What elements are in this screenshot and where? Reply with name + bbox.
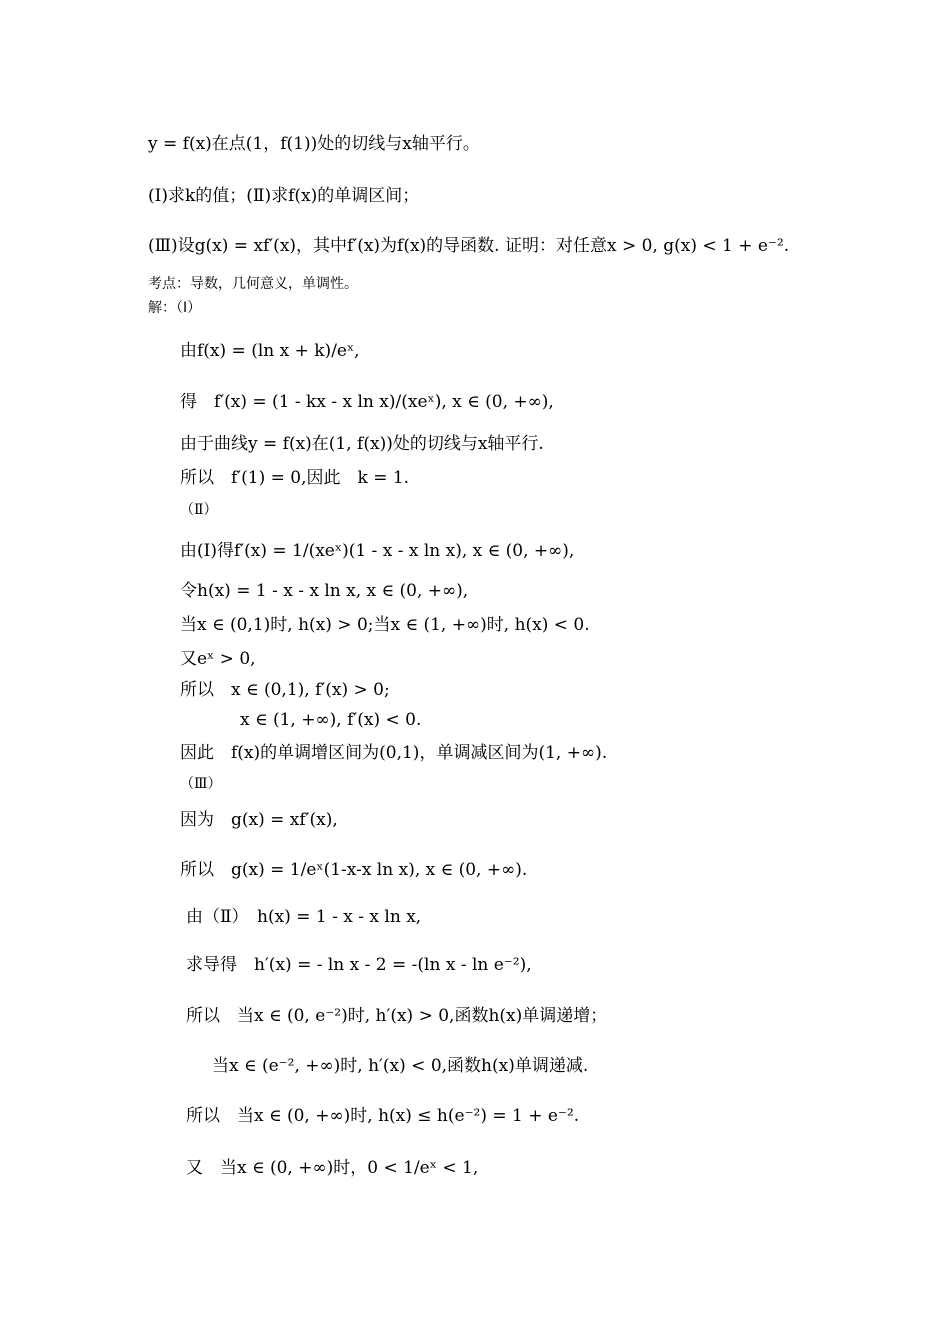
solution-line: 所以 当x ∈ (0, e⁻²)时, h′(x) > 0,函数h(x)单调递增； [186,1006,608,1026]
question-parts-line: (Ⅰ)求k的值；(Ⅱ)求f(x)的单调区间； [148,186,420,206]
solution-line: 由于曲线y = f(x)在(1, f(x))处的切线与x轴平行. [180,434,544,454]
solution-line: 所以 当x ∈ (0, +∞)时, h(x) ≤ h(e⁻²) = 1 + e⁻². [186,1106,580,1126]
solution-line: 因为 g(x) = xf′(x), [180,810,338,830]
solution-line: x ∈ (1, +∞), f′(x) < 0. [240,710,422,730]
solution-line: 当x ∈ (e⁻², +∞)时, h′(x) < 0,函数h(x)单调递减. [212,1056,589,1076]
solution-line: 所以 g(x) = 1/eˣ(1-x-x ln x), x ∈ (0, +∞). [180,860,528,880]
solution-line: 令h(x) = 1 - x - x ln x, x ∈ (0, +∞), [180,581,469,601]
solution-line: 当x ∈ (0,1)时, h(x) > 0;当x ∈ (1, +∞)时, h(x) < 0. [180,615,590,635]
solution-line: 又 当x ∈ (0, +∞)时，0 < 1/eˣ < 1, [186,1158,479,1178]
topic-line: 考点：导数，几何意义，单调性。 [148,276,358,292]
solution-line: 所以 x ∈ (0,1), f′(x) > 0; [180,680,390,700]
solution-heading: 解：（Ⅰ） [148,300,202,316]
section-heading: （Ⅲ） [180,776,222,792]
solution-line: 由(Ⅰ)得f′(x) = 1/(xeˣ)(1 - x - x ln x), x ∈ (0, +∞), [180,541,575,561]
solution-line: 得 f′(x) = (1 - kx - x ln x)/(xeˣ), x ∈ (0, +∞), [180,392,554,412]
solution-line: 由（Ⅱ） h(x) = 1 - x - x ln x, [186,907,422,927]
solution-line: 所以 f′(1) = 0,因此 k = 1. [180,468,410,488]
question-part-three-line: (Ⅲ)设g(x) = xf′(x)，其中f′(x)为f(x)的导函数. 证明：对任意x > 0, g(x) < 1 + e⁻². [148,236,790,256]
problem-statement-line: y = f(x)在点(1，f(1))处的切线与x轴平行。 [148,134,480,154]
section-heading: （Ⅱ） [180,502,218,518]
solution-line: 因此 f(x)的单调增区间为(0,1)，单调减区间为(1, +∞). [180,743,608,763]
solution-line: 由f(x) = (ln x + k)/eˣ, [180,341,360,361]
solution-line: 求导得 h′(x) = - ln x - 2 = -(ln x - ln e⁻²), [186,955,532,975]
solution-line: 又eˣ > 0, [180,649,256,669]
